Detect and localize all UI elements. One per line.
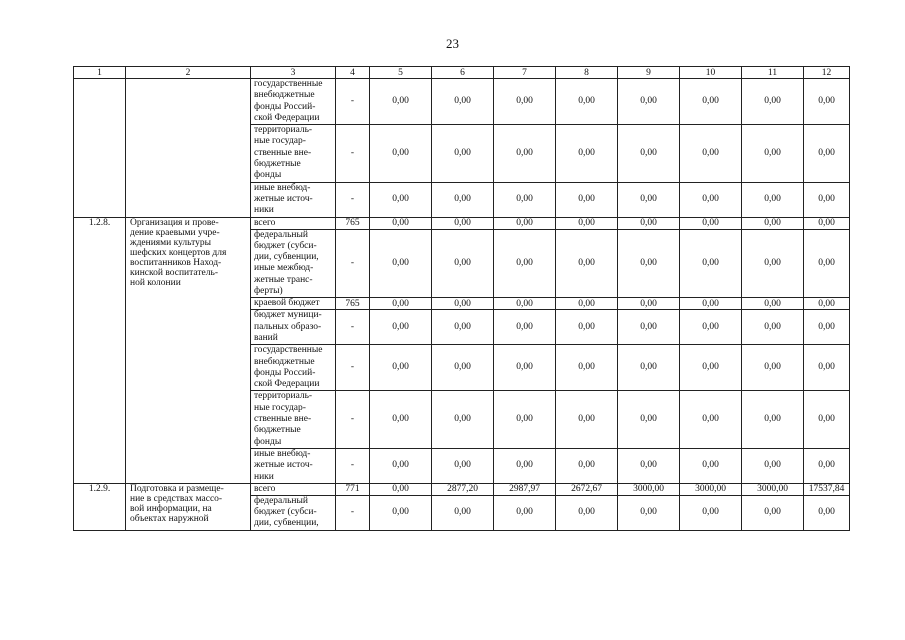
cost-code-cell: - <box>336 345 370 391</box>
cost-code-cell: - <box>336 495 370 530</box>
item-name-line: ждениями культуры <box>130 237 212 248</box>
amount-cell: 0,00 <box>618 298 680 310</box>
column-number-row <box>74 67 850 79</box>
amount-cell: 0,00 <box>680 495 742 530</box>
amount-cell: 0,00 <box>742 495 804 530</box>
amount-cell: 0,00 <box>680 182 742 217</box>
amount-cell: 0,00 <box>370 217 432 229</box>
funding-source-line: иные межбюд- <box>254 263 314 274</box>
column-number: 3 <box>251 67 336 79</box>
funding-source-line: всего <box>254 483 276 494</box>
amount-cell: 0,00 <box>680 79 742 125</box>
amount-cell: 0,00 <box>494 448 556 483</box>
funding-source-line: ферты) <box>254 286 283 297</box>
amount-cell: 0,00 <box>804 229 850 298</box>
amount-cell: 2877,20 <box>432 483 494 495</box>
amount-cell: 0,00 <box>370 495 432 530</box>
funding-source-cell <box>251 298 336 310</box>
amount-cell: 0,00 <box>494 79 556 125</box>
funding-source-line: бюджет муници- <box>254 310 322 321</box>
funding-source-line: иные внебюд- <box>254 182 311 193</box>
funding-source-line: иные внебюд- <box>254 448 311 459</box>
funding-source-line: фонды Россий- <box>254 101 316 112</box>
funding-source-cell <box>251 448 336 483</box>
amount-cell: 0,00 <box>742 391 804 448</box>
amount-cell: 0,00 <box>804 391 850 448</box>
funding-source-line: ные государ- <box>254 402 306 413</box>
amount-cell: 0,00 <box>556 345 618 391</box>
amount-cell: 0,00 <box>370 483 432 495</box>
funding-source-line: бюджет (субси- <box>254 507 317 518</box>
funding-source-line: ники <box>254 471 274 482</box>
column-number: 11 <box>742 67 804 79</box>
cost-code-cell: 771 <box>336 483 370 495</box>
funding-source-line: всего <box>254 217 276 228</box>
amount-cell: 0,00 <box>742 125 804 182</box>
amount-cell: 0,00 <box>432 495 494 530</box>
amount-cell: 0,00 <box>680 391 742 448</box>
item-code: 1.2.8. <box>88 217 111 228</box>
amount-cell: 0,00 <box>680 229 742 298</box>
amount-cell: 0,00 <box>556 448 618 483</box>
table-body <box>74 67 850 531</box>
amount-cell: 0,00 <box>432 79 494 125</box>
amount-cell: 0,00 <box>618 125 680 182</box>
cost-code-cell: - <box>336 125 370 182</box>
amount-cell: 0,00 <box>432 125 494 182</box>
amount-cell: 2672,67 <box>556 483 618 495</box>
funding-source-line: жетные транс- <box>254 274 313 285</box>
funding-source-line: внебюджетные <box>254 356 315 367</box>
amount-cell: 0,00 <box>556 229 618 298</box>
item-name-line: шефских концертов для <box>130 247 227 258</box>
amount-cell: 0,00 <box>556 495 618 530</box>
cost-code-cell: - <box>336 391 370 448</box>
amount-cell: 0,00 <box>370 448 432 483</box>
item-code: 1.2.9. <box>88 483 111 494</box>
amount-cell: 0,00 <box>432 448 494 483</box>
funding-source-line: ской Федерации <box>254 379 320 390</box>
amount-cell: 0,00 <box>618 229 680 298</box>
funding-source-line: государственные <box>254 345 323 356</box>
amount-cell: 0,00 <box>432 182 494 217</box>
amount-cell: 0,00 <box>556 391 618 448</box>
cost-code-cell: - <box>336 448 370 483</box>
amount-cell: 0,00 <box>432 345 494 391</box>
amount-cell: 0,00 <box>804 125 850 182</box>
amount-cell: 0,00 <box>370 310 432 345</box>
cost-code-cell: - <box>336 229 370 298</box>
amount-cell: 0,00 <box>370 391 432 448</box>
amount-cell: 0,00 <box>370 229 432 298</box>
column-number: 1 <box>74 67 126 79</box>
column-number: 2 <box>126 67 251 79</box>
funding-source-line: ники <box>254 205 274 216</box>
item-name-cell <box>126 217 251 483</box>
column-number: 5 <box>370 67 432 79</box>
amount-cell: 0,00 <box>742 229 804 298</box>
amount-cell: 0,00 <box>618 310 680 345</box>
amount-cell: 0,00 <box>680 125 742 182</box>
amount-cell: 0,00 <box>618 182 680 217</box>
amount-cell: 0,00 <box>804 495 850 530</box>
table-row <box>74 217 850 229</box>
table-row <box>74 79 850 125</box>
funding-source-line: ственные вне- <box>254 414 312 425</box>
amount-cell: 0,00 <box>680 345 742 391</box>
amount-cell: 0,00 <box>432 310 494 345</box>
funding-source-line: жетные источ- <box>254 460 313 471</box>
amount-cell: 0,00 <box>494 125 556 182</box>
column-number: 4 <box>336 67 370 79</box>
funding-source-line: бюджетные <box>254 159 301 170</box>
amount-cell: 0,00 <box>370 298 432 310</box>
amount-cell: 0,00 <box>680 310 742 345</box>
funding-source-cell <box>251 229 336 298</box>
amount-cell: 0,00 <box>494 310 556 345</box>
funding-source-line: ской Федерации <box>254 112 320 123</box>
amount-cell: 0,00 <box>742 310 804 345</box>
amount-cell: 0,00 <box>556 182 618 217</box>
cost-code-cell: 765 <box>336 298 370 310</box>
funding-source-cell <box>251 125 336 182</box>
table-row <box>74 483 850 495</box>
funding-source-cell <box>251 483 336 495</box>
funding-source-line: бюджетные <box>254 425 301 436</box>
item-name-line: Подготовка и размеще- <box>130 483 224 494</box>
amount-cell: 0,00 <box>804 182 850 217</box>
funding-source-line: ваний <box>254 332 278 343</box>
amount-cell: 0,00 <box>618 448 680 483</box>
amount-cell: 0,00 <box>370 345 432 391</box>
amount-cell: 0,00 <box>804 310 850 345</box>
amount-cell: 0,00 <box>618 495 680 530</box>
cost-code-cell: 765 <box>336 217 370 229</box>
funding-source-line: ственные вне- <box>254 147 312 158</box>
amount-cell: 0,00 <box>494 182 556 217</box>
item-name-line: ной колонии <box>130 277 181 288</box>
amount-cell: 0,00 <box>556 217 618 229</box>
item-name-cell <box>126 483 251 530</box>
amount-cell: 0,00 <box>556 79 618 125</box>
funding-source-line: жетные источ- <box>254 193 313 204</box>
column-number: 12 <box>804 67 850 79</box>
amount-cell: 0,00 <box>804 448 850 483</box>
funding-source-line: ные государ- <box>254 136 306 147</box>
column-number: 9 <box>618 67 680 79</box>
funding-source-line: фонды <box>254 170 282 181</box>
amount-cell: 0,00 <box>742 448 804 483</box>
budget-table <box>73 66 850 531</box>
column-number: 6 <box>432 67 494 79</box>
amount-cell: 0,00 <box>618 345 680 391</box>
amount-cell: 0,00 <box>804 79 850 125</box>
funding-source-cell <box>251 79 336 125</box>
funding-source-line: внебюджетные <box>254 90 315 101</box>
amount-cell: 0,00 <box>742 345 804 391</box>
amount-cell: 0,00 <box>680 448 742 483</box>
funding-source-line: государственные <box>254 79 323 89</box>
funding-source-line: фонды <box>254 436 282 447</box>
amount-cell: 3000,00 <box>742 483 804 495</box>
amount-cell: 0,00 <box>618 79 680 125</box>
amount-cell: 0,00 <box>804 217 850 229</box>
amount-cell: 0,00 <box>494 229 556 298</box>
amount-cell: 3000,00 <box>618 483 680 495</box>
page-number: 23 <box>446 36 459 51</box>
amount-cell: 0,00 <box>804 298 850 310</box>
amount-cell: 17537,84 <box>804 483 850 495</box>
amount-cell: 0,00 <box>742 182 804 217</box>
item-code-cell <box>74 217 126 483</box>
column-number: 7 <box>494 67 556 79</box>
item-name-line: объектах наружной <box>130 513 209 524</box>
amount-cell: 0,00 <box>680 217 742 229</box>
item-code-cell <box>74 483 126 530</box>
item-name-cell <box>126 79 251 218</box>
funding-source-cell <box>251 345 336 391</box>
amount-cell: 0,00 <box>370 182 432 217</box>
item-name-line: воспитанников Наход- <box>130 257 222 268</box>
cost-code-cell: - <box>336 182 370 217</box>
item-name-line: Организация и прове- <box>130 217 219 228</box>
funding-source-line: дии, субвенции, <box>254 252 319 263</box>
amount-cell: 0,00 <box>432 229 494 298</box>
funding-source-cell <box>251 217 336 229</box>
amount-cell: 2987,97 <box>494 483 556 495</box>
funding-source-line: федеральный <box>254 229 308 240</box>
amount-cell: 0,00 <box>494 298 556 310</box>
cost-code-cell: - <box>336 310 370 345</box>
funding-source-cell <box>251 310 336 345</box>
column-number: 8 <box>556 67 618 79</box>
amount-cell: 0,00 <box>556 310 618 345</box>
funding-source-line: федеральный <box>254 495 308 506</box>
amount-cell: 0,00 <box>370 79 432 125</box>
amount-cell: 0,00 <box>742 298 804 310</box>
item-name-line: ние в средствах массо- <box>130 493 223 504</box>
funding-source-line: фонды Россий- <box>254 367 316 378</box>
funding-source-line: пальных образо- <box>254 321 322 332</box>
cost-code-cell: - <box>336 79 370 125</box>
amount-cell: 0,00 <box>432 298 494 310</box>
column-number: 10 <box>680 67 742 79</box>
funding-source-cell <box>251 495 336 530</box>
item-name-line: кинской воспитатель- <box>130 267 218 278</box>
amount-cell: 0,00 <box>494 495 556 530</box>
funding-source-line: бюджет (субси- <box>254 240 317 251</box>
amount-cell: 0,00 <box>494 217 556 229</box>
amount-cell: 0,00 <box>618 391 680 448</box>
amount-cell: 0,00 <box>556 298 618 310</box>
item-code-cell <box>74 79 126 218</box>
amount-cell: 0,00 <box>618 217 680 229</box>
amount-cell: 0,00 <box>680 298 742 310</box>
amount-cell: 0,00 <box>370 125 432 182</box>
funding-source-line: территориаль- <box>254 391 313 402</box>
amount-cell: 0,00 <box>742 79 804 125</box>
amount-cell: 0,00 <box>432 217 494 229</box>
amount-cell: 0,00 <box>494 345 556 391</box>
amount-cell: 0,00 <box>432 391 494 448</box>
funding-source-cell <box>251 391 336 448</box>
funding-source-line: территориаль- <box>254 125 313 136</box>
funding-source-line: дии, субвенции, <box>254 518 319 529</box>
amount-cell: 0,00 <box>556 125 618 182</box>
amount-cell: 3000,00 <box>680 483 742 495</box>
item-name-line: дение краевыми учре- <box>130 227 220 238</box>
funding-source-cell <box>251 182 336 217</box>
amount-cell: 0,00 <box>742 217 804 229</box>
item-name-line: вой информации, на <box>130 503 212 514</box>
amount-cell: 0,00 <box>804 345 850 391</box>
amount-cell: 0,00 <box>494 391 556 448</box>
funding-source-line: краевой бюджет <box>254 298 320 309</box>
